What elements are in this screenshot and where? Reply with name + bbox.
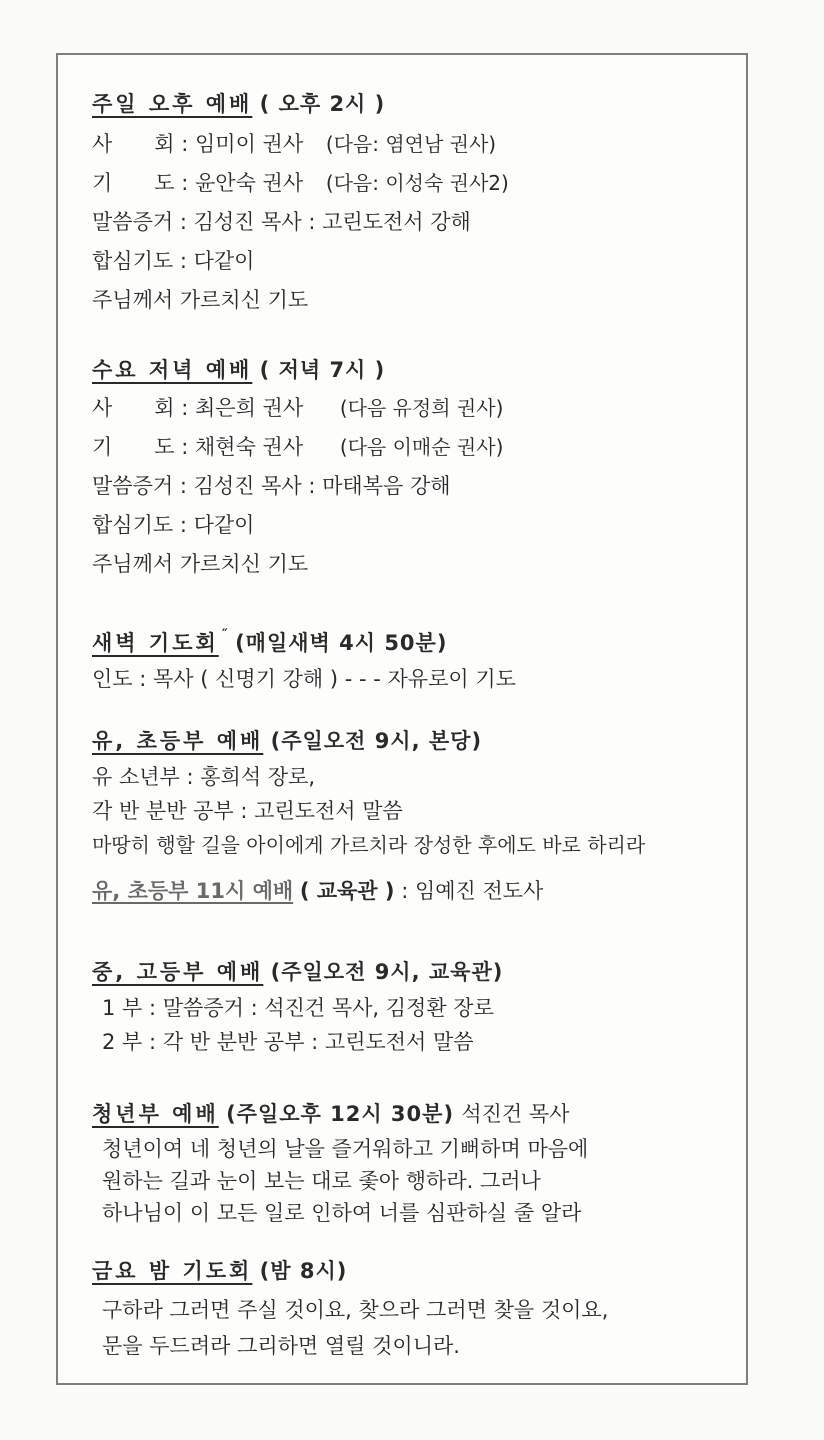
role-label: 기 도 xyxy=(92,171,175,195)
role-value: : 임미이 권사 xyxy=(181,132,304,156)
youth-line: 2 부 : 각 반 분반 공부 : 고린도전서 말씀 xyxy=(102,1030,474,1054)
role-label: 사 회 xyxy=(92,132,175,156)
role-value: : 다같이 xyxy=(179,513,255,537)
role-line-sermon xyxy=(92,203,726,242)
role-value: : 윤안숙 권사 xyxy=(181,171,304,195)
section-heading xyxy=(92,1099,726,1129)
youth-line: 1 부 : 말씀증거 : 석진건 목사, 김정환 장로 xyxy=(102,996,494,1020)
role-line-presider xyxy=(92,389,726,428)
section-heading xyxy=(92,621,726,658)
sub-service-title: 유, 초등부 11시 예배 xyxy=(92,879,294,903)
role-label: 말씀증거 xyxy=(92,474,174,498)
lords-prayer-line: 주님께서 가르치신 기도 xyxy=(92,552,309,576)
section-title: 유, 초등부 예배 xyxy=(92,729,264,753)
children-line: 각 반 분반 공부 : 고린도전서 말씀 xyxy=(92,799,403,823)
section-heading xyxy=(92,957,726,987)
role-line-presider xyxy=(92,125,726,164)
role-next: (다음: 염연남 권사) xyxy=(325,132,497,156)
stray-mark: ˝ xyxy=(220,628,228,644)
section-title: 중, 고등부 예배 xyxy=(92,960,264,984)
lords-prayer-line: 주님께서 가르치신 기도 xyxy=(92,288,309,312)
role-line-unison-prayer xyxy=(92,506,726,545)
section-heading xyxy=(92,89,726,119)
sub-service-place: ( 교육관 ) xyxy=(299,879,395,903)
section-heading xyxy=(92,726,726,756)
section-youth xyxy=(92,957,726,1059)
role-label: 기 도 xyxy=(92,435,175,459)
role-next: (다음: 이성숙 권사2) xyxy=(325,171,509,195)
role-next: (다음 유정희 권사) xyxy=(339,396,504,420)
section-leader: 석진건 목사 xyxy=(461,1102,570,1126)
section-title: 수요 저녁 예배 xyxy=(92,358,253,382)
children-11am-line xyxy=(92,872,726,911)
section-children xyxy=(92,726,726,911)
section-time: (주일오후 12시 30분) xyxy=(226,1102,455,1126)
role-label: 합심기도 xyxy=(92,249,174,273)
section-young-adult xyxy=(92,1099,726,1229)
section-time: ( 저녁 7시 ) xyxy=(259,358,386,382)
sub-service-leader: : 임예진 전도사 xyxy=(401,879,544,903)
section-dawn-prayer xyxy=(92,621,726,699)
role-label: 합심기도 xyxy=(92,513,174,537)
verse-line: 원하는 길과 눈이 보는 대로 좇아 행하라. 그러나 xyxy=(102,1169,541,1193)
role-value: : 채현숙 권사 xyxy=(181,435,304,459)
section-time: ( 오후 2시 ) xyxy=(259,92,386,116)
verse-line: 하나님이 이 모든 일로 인하여 너를 심판하실 줄 알라 xyxy=(102,1201,582,1225)
worship-schedule-page xyxy=(56,53,748,1385)
role-value: : 다같이 xyxy=(179,249,255,273)
role-line-sermon xyxy=(92,467,726,506)
role-value: : 김성진 목사 : 고린도전서 강해 xyxy=(179,210,471,234)
dawn-leader-line: 인도 : 목사 ( 신명기 강해 ) - - - 자유로이 기도 xyxy=(92,667,516,691)
section-time: (주일오전 9시, 교육관) xyxy=(270,960,504,984)
verse-line: 문을 두드려라 그리하면 열릴 것이니라. xyxy=(102,1334,460,1358)
section-title: 청년부 예배 xyxy=(92,1102,219,1126)
role-value: : 최은희 권사 xyxy=(181,396,304,420)
section-time: (주일오전 9시, 본당) xyxy=(270,729,483,753)
section-time: (밤 8시) xyxy=(259,1259,348,1283)
section-heading xyxy=(92,355,726,385)
children-verse: 마땅히 행할 길을 아이에게 가르치라 장성한 후에도 바로 하리라 xyxy=(92,833,646,857)
role-label: 말씀증거 xyxy=(92,210,174,234)
role-next: (다음 이매순 권사) xyxy=(339,435,504,459)
section-title: 금요 밤 기도회 xyxy=(92,1259,253,1283)
section-wednesday-evening xyxy=(92,355,726,584)
role-label: 사 회 xyxy=(92,396,175,420)
section-heading xyxy=(92,1256,726,1286)
role-line-unison-prayer xyxy=(92,242,726,281)
verse-line: 청년이여 네 청년의 날을 즐거워하고 기뻐하며 마음에 xyxy=(102,1137,589,1161)
role-line-prayer xyxy=(92,164,726,203)
section-title: 새벽 기도회 xyxy=(92,631,219,655)
section-title: 주일 오후 예배 xyxy=(92,92,253,116)
section-time: (매일새벽 4시 50분) xyxy=(235,631,448,655)
role-line-prayer xyxy=(92,428,726,467)
role-value: : 김성진 목사 : 마태복음 강해 xyxy=(179,474,451,498)
verse-line: 구하라 그러면 주실 것이요, 찾으라 그러면 찾을 것이요, xyxy=(102,1298,609,1322)
section-sunday-afternoon xyxy=(92,89,726,320)
section-friday-night xyxy=(92,1256,726,1364)
children-line: 유 소년부 : 홍희석 장로, xyxy=(92,765,316,789)
